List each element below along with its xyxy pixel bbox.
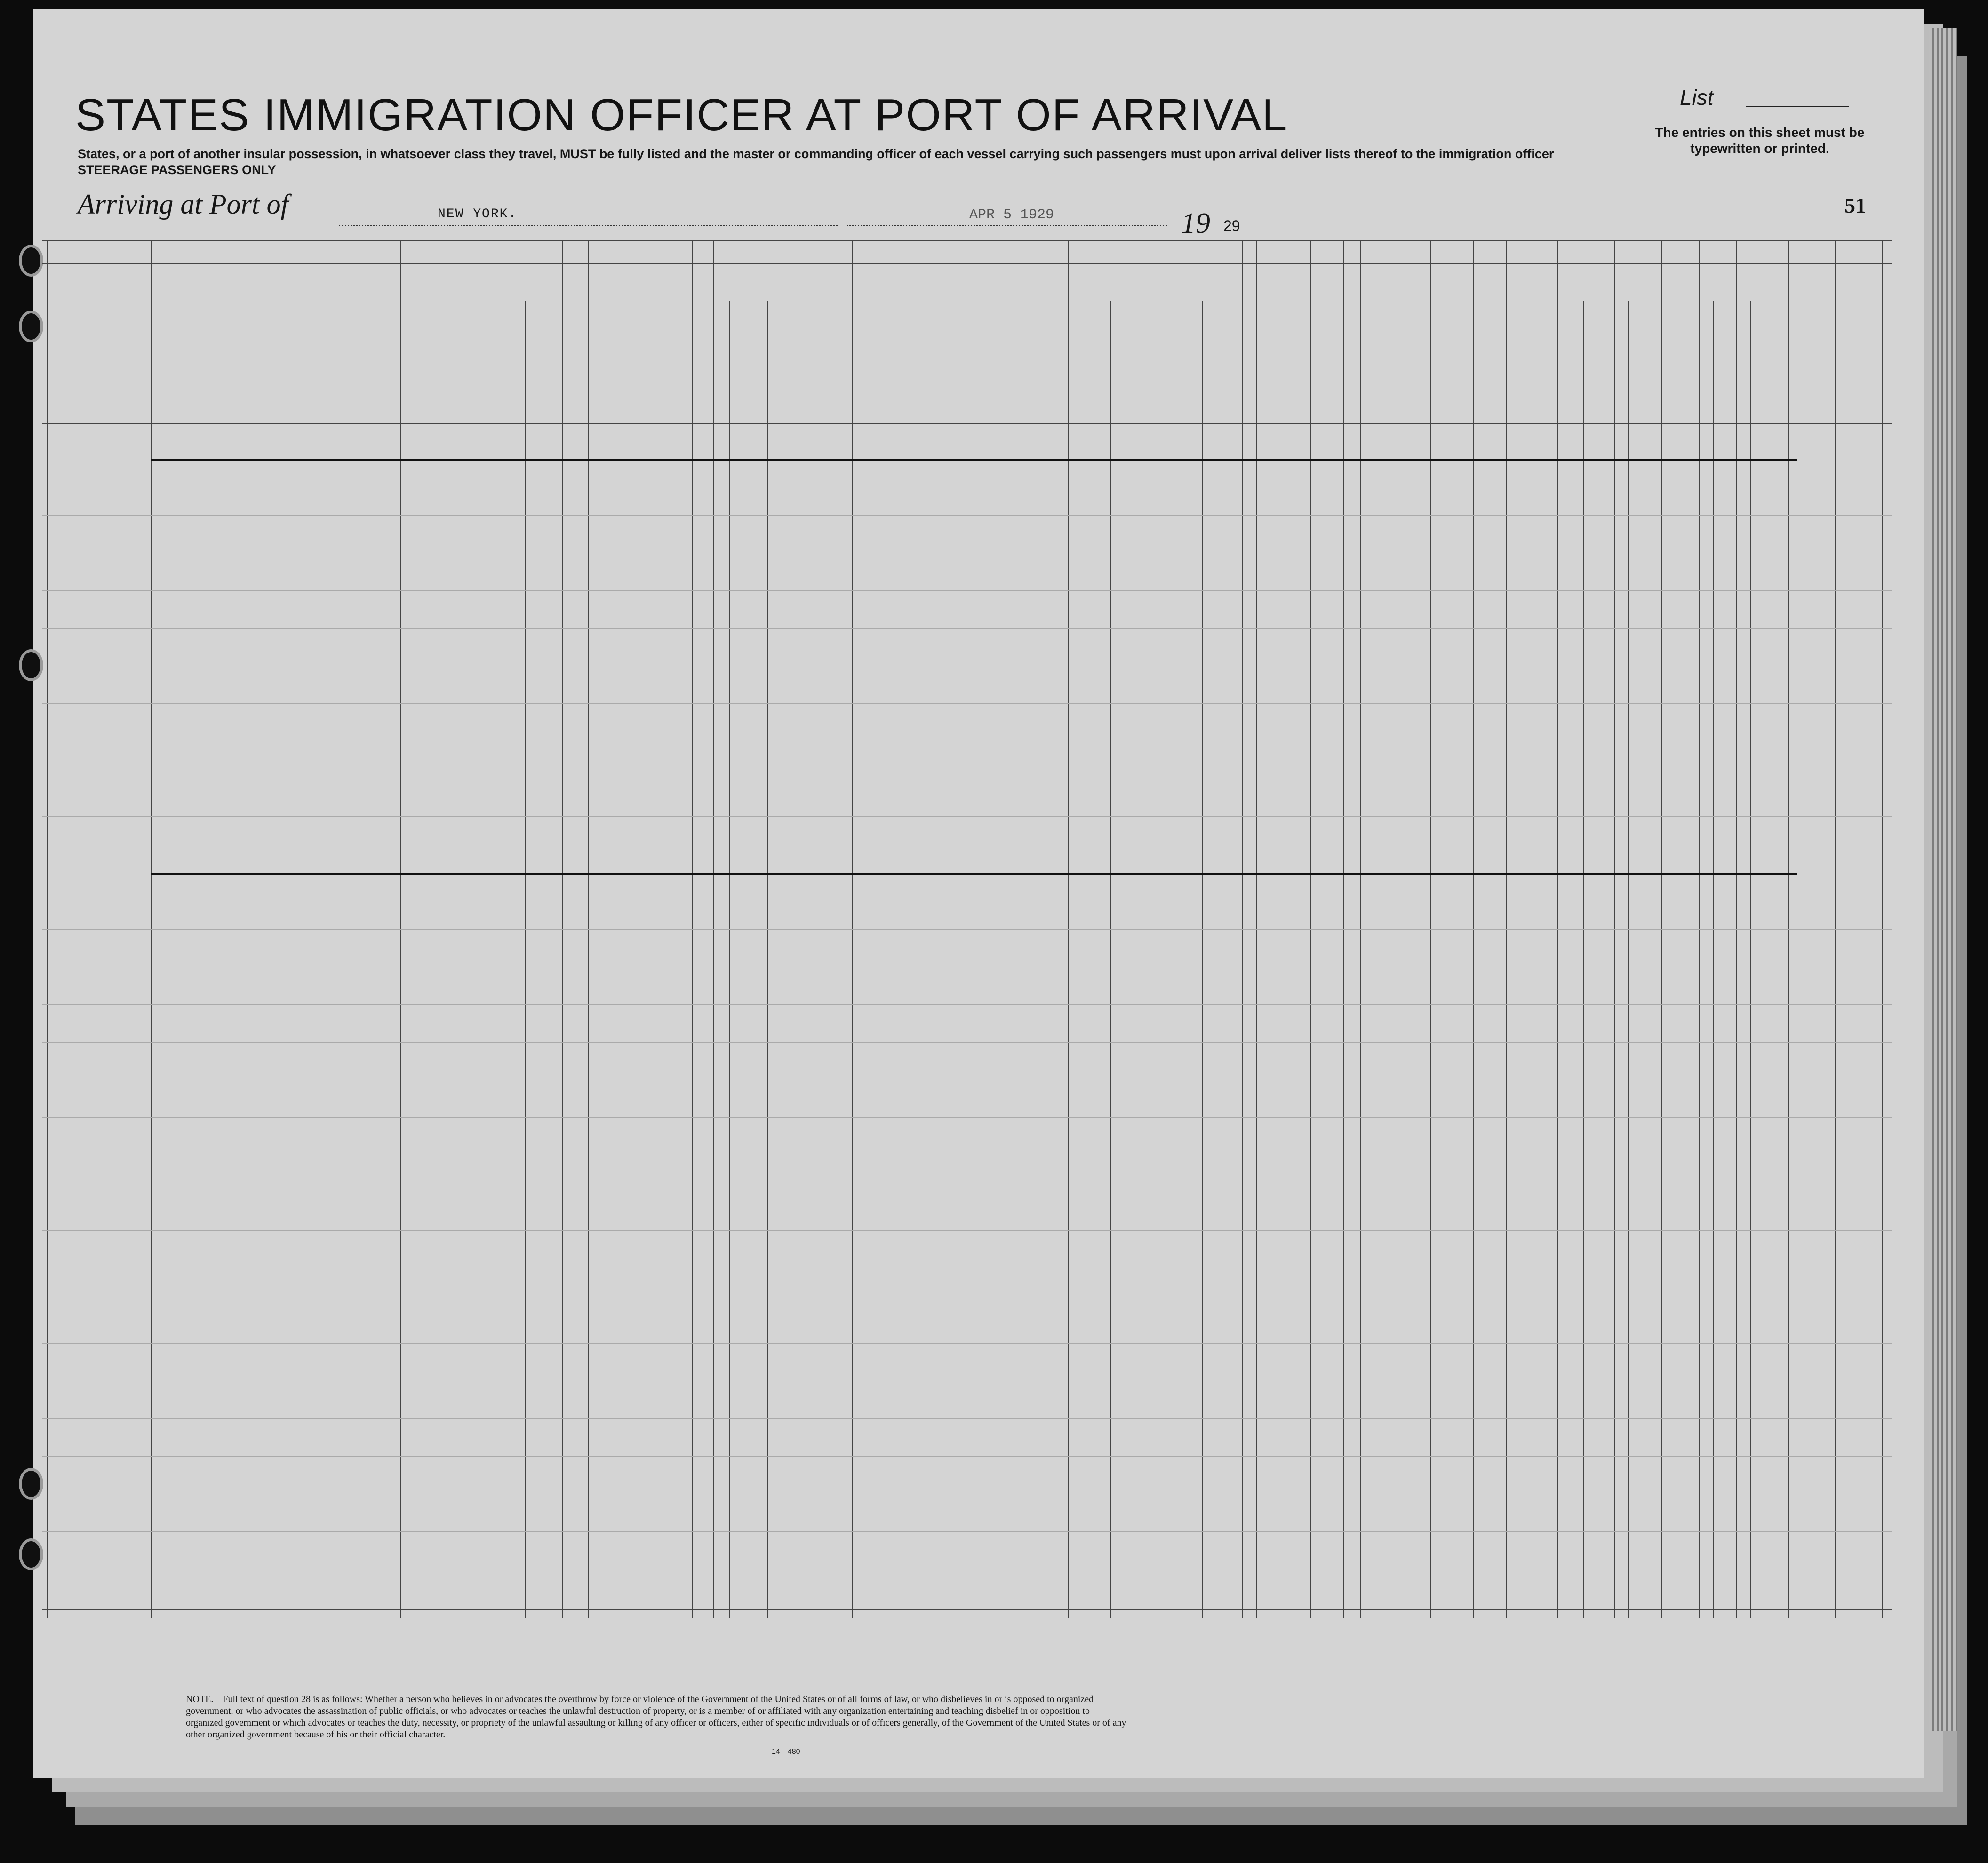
page-title: STATES IMMIGRATION OFFICER AT PORT OF ARRIVAL bbox=[75, 90, 1288, 140]
sub-column-rule bbox=[1583, 301, 1584, 1618]
binder-hole-icon bbox=[19, 649, 43, 681]
arriving-label: Arriving at Port of bbox=[78, 189, 289, 220]
sub-column-rule bbox=[1750, 301, 1751, 1618]
row-rule bbox=[42, 816, 1892, 817]
row-rule bbox=[42, 703, 1892, 704]
row-rule bbox=[42, 628, 1892, 629]
binder-hole-icon bbox=[19, 245, 43, 277]
row-rule bbox=[42, 1531, 1892, 1532]
header-bottom-rule bbox=[42, 423, 1892, 424]
sub-column-rule bbox=[1473, 301, 1474, 1618]
row-rule bbox=[42, 1456, 1892, 1457]
intro-line-1: States, or a port of another insular possession, in whatsoever class they travel, MUST be fully listed and the master or commanding officer of each vessel carrying such passengers must upon arrival deliver lists thereof to the immigration officer bbox=[78, 147, 1554, 161]
footnote: NOTE.—Full text of question 28 is as follows: Whether a person who believes in or advocates the overthrow by force or violence of the Government of the United States or of all forms of law, or who disbelieves in or is opposed to organized government, or who advocates the assassination of public officials, or who advocates or teaches the unlawful destruction of property, or is a member of or affiliated with any organization entertaining and teaching disbelief in or opposition to organized government or which advocates or teaches the duty, necessity, or propriety of the unlawful assaulting or killing of any officer or officers, either of specific individuals or of officers generally, of the Government of the United States or of any other organized government because of his or their official character. bbox=[186, 1694, 1126, 1740]
binder-hole-icon bbox=[19, 1538, 43, 1570]
table-bottom-rule bbox=[42, 1609, 1892, 1610]
row-rule bbox=[42, 1343, 1892, 1344]
row-rule bbox=[42, 1042, 1892, 1043]
manifest-page bbox=[33, 9, 1924, 1778]
row-rule bbox=[42, 1418, 1892, 1419]
form-number: 14—480 bbox=[772, 1748, 800, 1756]
row-rule bbox=[42, 1004, 1892, 1005]
sub-column-rule bbox=[525, 301, 526, 1618]
year-prefix: 19 bbox=[1181, 207, 1210, 239]
sub-column-rule bbox=[1713, 301, 1714, 1618]
sub-column-rule bbox=[1110, 301, 1111, 1618]
port-line bbox=[339, 225, 838, 226]
binder-hole-icon bbox=[19, 310, 43, 342]
column-number-rule bbox=[42, 263, 1892, 264]
table-top-rule bbox=[42, 240, 1892, 241]
row-rule bbox=[42, 515, 1892, 516]
binder-hole-icon bbox=[19, 1468, 43, 1500]
list-label: List bbox=[1680, 85, 1714, 110]
sub-column-rule bbox=[1202, 301, 1203, 1618]
typewritten-note: The entries on this sheet must be typewritten or printed. bbox=[1655, 125, 1865, 156]
row-rule bbox=[42, 1230, 1892, 1231]
stacked-page-edges bbox=[1929, 28, 1957, 1731]
port-value: NEW YORK. bbox=[438, 207, 518, 222]
sub-column-rule bbox=[1628, 301, 1629, 1618]
row-rule bbox=[42, 1117, 1892, 1118]
sub-column-rule bbox=[767, 301, 768, 1618]
row-rule bbox=[42, 590, 1892, 591]
date-stamp: APR 5 1929 bbox=[969, 207, 1054, 223]
sub-column-rule bbox=[729, 301, 730, 1618]
strike-through-line bbox=[151, 459, 1797, 461]
page-number: 51 bbox=[1844, 193, 1866, 217]
strike-through-line bbox=[151, 873, 1797, 875]
list-number-line bbox=[1746, 106, 1849, 107]
intro-text bbox=[78, 146, 1583, 178]
date-line bbox=[847, 225, 1167, 226]
intro-line-2: STEERAGE PASSENGERS ONLY bbox=[78, 163, 276, 177]
row-rule bbox=[42, 929, 1892, 930]
year-suffix: 29 bbox=[1223, 217, 1240, 234]
